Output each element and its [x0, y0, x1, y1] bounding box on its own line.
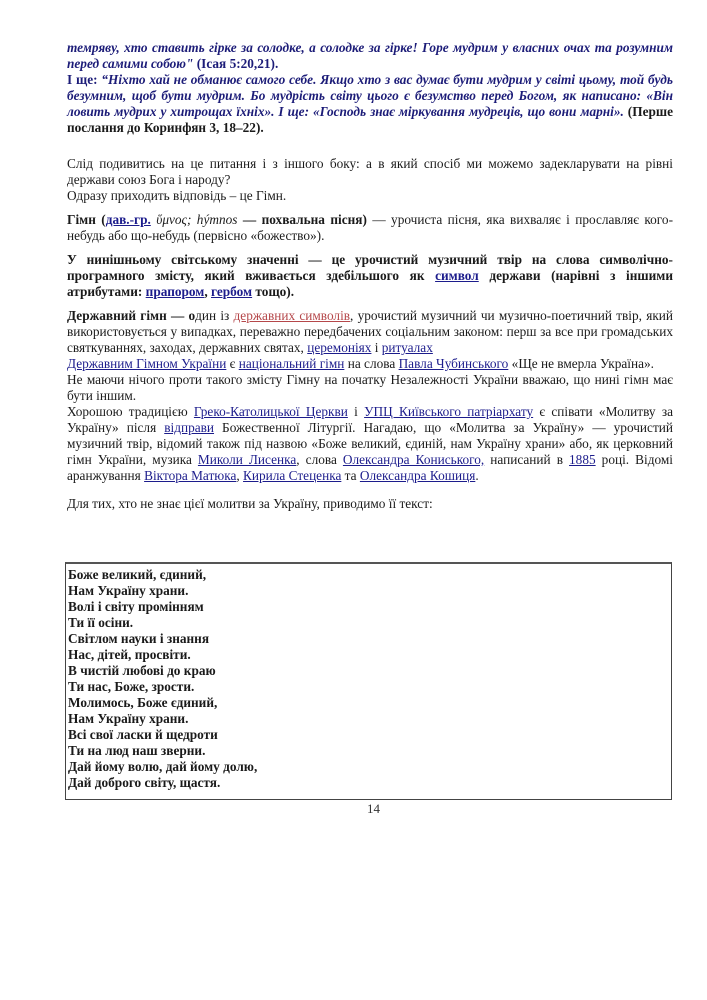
prayer-line: Ти нас, Боже, зрости. [68, 679, 195, 694]
opinion-paragraph: Не маючи нічого проти такого змісту Гімну на початку Незалежності України вважаю, що нині гімн має бути іншим. [67, 372, 673, 403]
link-koshyts[interactable]: Олександра Кошиця [359, 468, 476, 483]
prayer-text-box [65, 562, 672, 800]
state-hymn-t4: є [226, 356, 239, 371]
modern-text-3: тощо). [252, 284, 295, 299]
prayer-line: В чистій любові до краю [68, 663, 216, 678]
corinthians-lead: І ще: [67, 72, 102, 87]
tradition-t3: є співати «Молитву за Україну» після [67, 404, 673, 435]
tradition-t4: Божественної Літургії. Нагадаю, що «Молитва за Україну» — урочистий музичний твір, відомий також під назвою «Боже великий, єдиній, нам Україну храни» або, як церковний гімн України, музика [67, 420, 673, 467]
link-flag[interactable]: прапором [145, 284, 205, 299]
prayer-line: Волі і світу промінням [68, 599, 204, 614]
state-hymn-paragraph [67, 308, 673, 372]
hymn-definition-rest: — урочиста пісня, яка вихваляє і прославляє кого-небудь або що-небудь (первісно «божество»). [67, 212, 674, 243]
tradition-t8: , [236, 468, 244, 483]
prayer-line: Нам Україну храни. [68, 711, 189, 726]
isaiah-quote-text: темряву, хто ставить гірке за солодке, а солодке за гірке! Горе мудрим у власних очах та розумним перед самими собою" [67, 40, 673, 71]
link-ancient-greek[interactable]: дав.-гр. [105, 212, 151, 227]
modern-text-1: У нинішньому світському значенні — це урочистий музичний твір на слова символічно-програмного змісту, який вживається здебільшого як [67, 252, 673, 283]
prayer-line: Боже великий, єдиний, [68, 567, 207, 582]
modern-text-2: держави (нарівні з іншими атрибутами: [67, 268, 673, 299]
prayer-line: Ти на люд наш зверни. [68, 743, 206, 758]
link-1885[interactable]: 1885 [569, 452, 596, 467]
page-number: 14 [367, 801, 380, 816]
question-text: Слід подивитись на це питання і з іншого боку: а в який спосіб ми можемо задекларувати на рівні держави союз Бога і народу? [67, 156, 673, 187]
state-hymn-t2: , урочистий музичний чи музично-поетичний твір, який використовується у випадках, переважно передбачених соціальним законом: перш за все при громадських святкуваннях, заходах, державних святах, [67, 308, 674, 355]
link-national-anthem[interactable]: національний гімн [238, 356, 345, 371]
link-uoc-kyiv-patriarchate[interactable]: УПЦ Київського патріархату [364, 404, 534, 419]
link-state-symbols[interactable]: державних символів [233, 308, 351, 323]
hymn-meaning: — похвальна пісня) [237, 212, 367, 227]
tradition-t7: році. Відомі аранжування [67, 452, 673, 483]
state-hymn-t6: «Ще не вмерла Україна». [508, 356, 654, 371]
state-hymn-t5: на слова [344, 356, 399, 371]
prayer-line: Дай йому волю, дай йому долю, [68, 759, 258, 774]
tradition-t9: та [341, 468, 360, 483]
hymn-term: Гімн ( [67, 212, 106, 227]
link-ceremonies[interactable]: церемоніях [307, 340, 372, 355]
tradition-t2: і [347, 404, 365, 419]
link-stetsenko[interactable]: Кирила Стеценка [243, 468, 342, 483]
modern-meaning [67, 252, 673, 300]
modern-separator: , [204, 284, 212, 299]
prayer-line: Нам Україну храни. [68, 583, 189, 598]
tradition-paragraph [67, 404, 673, 484]
link-chubynsky[interactable]: Павла Чубинського [398, 356, 509, 371]
isaiah-reference: (Ісая 5:20,21). [193, 56, 279, 71]
state-hymn-term: Державний гімн — о [67, 308, 196, 323]
corinthians-reference: (Перше послання до Коринфян 3, 18–22). [67, 104, 673, 135]
prayer-line: Молимось, Боже єдиний, [68, 695, 218, 710]
hymn-definition [67, 212, 673, 244]
link-symbol[interactable]: символ [435, 268, 479, 283]
question-paragraph [67, 156, 673, 188]
corinthians-quote [67, 72, 673, 136]
prayer-intro: Для тих, хто не знає цієї молитви за Україну, приводимо її текст: [67, 496, 433, 511]
link-coat-of-arms[interactable]: гербом [211, 284, 253, 299]
isaiah-quote [67, 40, 673, 72]
state-hymn-t1: дин із [195, 308, 234, 323]
prayer-line: Дай доброго світу, щастя. [68, 775, 221, 790]
prayer-line: Всі свої ласки й щедроти [68, 727, 218, 742]
link-lysenko[interactable]: Миколи Лисенка [197, 452, 297, 467]
tradition-t5: , слова [296, 452, 343, 467]
answer-line: Одразу приходить відповідь – це Гімн. [67, 188, 287, 203]
prayer-line: Світлом науки і знання [68, 631, 210, 646]
tradition-t6: написаний в [484, 452, 570, 467]
state-hymn-t3: і [371, 340, 382, 355]
link-rituals[interactable]: ритуалах [381, 340, 433, 355]
tradition-t10: . [475, 468, 479, 483]
link-service[interactable]: відправи [164, 420, 215, 435]
link-matiuk[interactable]: Віктора Матюка [144, 468, 237, 483]
tradition-t1: Хорошою традицією [67, 404, 194, 419]
link-state-anthem-ukraine[interactable]: Державним Гімном України [67, 356, 227, 371]
greek-word: ὕμνος; hýmnos [150, 212, 238, 227]
link-konysky[interactable]: Олександра Кониського, [342, 452, 485, 467]
link-greek-catholic-church[interactable]: Греко-Католицької Церкви [193, 404, 348, 419]
corinthians-quote-text: “Ніхто хай не обманює самого себе. Якщо хто з вас думає бути мудрим у світі цьому, той будь безумним, щоб бути мудрим. Бо мудрість світу цього є безумство перед Богом, як написано: «Він ловить мудрих у хитрощах їхніх». І ще: «Господь знає міркування мудреців, що вони марні». [67, 72, 673, 119]
document-page [67, 40, 673, 512]
prayer-line: Ти її осіни. [68, 615, 134, 630]
prayer-line: Нас, дітей, просвіти. [68, 647, 191, 662]
